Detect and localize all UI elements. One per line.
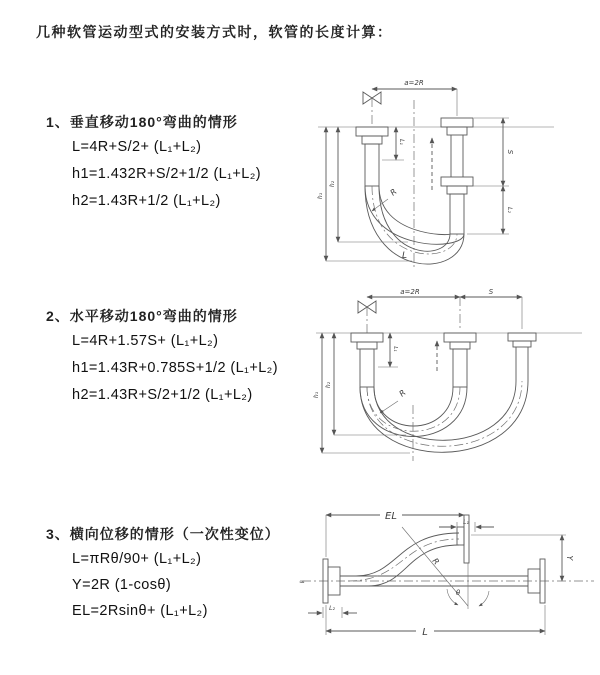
section-1-heading: 1、垂直移动180°弯曲的情形 bbox=[46, 114, 238, 130]
stroke-label: S bbox=[506, 149, 514, 155]
radius-callout bbox=[380, 388, 408, 413]
radius-label: R bbox=[397, 388, 408, 399]
dim-length bbox=[326, 605, 545, 638]
valve-icon bbox=[363, 92, 381, 127]
dim-span bbox=[372, 79, 457, 116]
page-title: 几种软管运动型式的安装方式时，软管的长度计算： bbox=[36, 24, 393, 40]
dim-stroke bbox=[469, 118, 514, 186]
formula: h2=1.43R+S/2+1/2 (L₁+L₂) bbox=[72, 387, 253, 403]
hose-centerline-pos1 bbox=[367, 387, 460, 431]
radius-label: R bbox=[388, 187, 399, 198]
formula: h2=1.43R+1/2 (L₁+L₂) bbox=[72, 193, 221, 209]
span-label: a=2R bbox=[400, 288, 420, 296]
formula: L=4R+S/2+ (L₁+L₂) bbox=[72, 139, 202, 155]
hose-u-curves bbox=[365, 186, 464, 264]
left-hose-braid bbox=[360, 349, 374, 387]
radius-label: R bbox=[430, 556, 441, 567]
right-pipe bbox=[451, 135, 463, 177]
dim-offset bbox=[471, 535, 574, 581]
right-flange-lower bbox=[441, 177, 473, 194]
dim-stroke bbox=[460, 288, 522, 329]
diagram-horizontal-180-bend bbox=[310, 283, 600, 468]
left-flange bbox=[351, 333, 383, 349]
right-flange-upper bbox=[441, 118, 473, 135]
dim-fitting-left bbox=[382, 127, 405, 160]
middle-hose-braid bbox=[453, 349, 467, 387]
formula: Y=2R (1-cosθ) bbox=[72, 577, 172, 593]
left-hose-braid bbox=[365, 144, 379, 186]
formula: L=4R+1.57S+ (L₁+L₂) bbox=[72, 333, 219, 349]
fitting-top-label: L₁ bbox=[463, 519, 469, 526]
fitting-left-label: L₂ bbox=[329, 605, 335, 612]
diagram-lateral-displacement bbox=[298, 503, 600, 653]
dim-fitting-left bbox=[308, 605, 357, 618]
section-3-heading: 3、横向位移的情形（一次性变位） bbox=[46, 526, 280, 542]
formula: h1=1.43R+0.785S+1/2 (L₁+L₂) bbox=[72, 360, 278, 376]
stroke-label: S bbox=[488, 288, 494, 296]
formula: L=πRθ/90+ (L₁+L₂) bbox=[72, 551, 202, 567]
formula: h1=1.432R+S/2+1/2 (L₁+L₂) bbox=[72, 166, 262, 182]
middle-flange bbox=[444, 333, 476, 349]
radius-callout bbox=[372, 187, 399, 211]
formula: EL=2Rsinθ+ (L₁+L₂) bbox=[72, 603, 208, 619]
dim-fitting-top bbox=[439, 519, 494, 532]
dim-span bbox=[367, 288, 460, 297]
fitting-left-label: L₁ bbox=[398, 139, 405, 145]
h1-label: h₁ bbox=[317, 192, 324, 200]
offset-label: Y bbox=[565, 555, 574, 561]
dim-fitting-left bbox=[378, 333, 398, 367]
section-2-heading: 2、水平移动180°弯曲的情形 bbox=[46, 308, 238, 324]
length-label: L bbox=[402, 251, 408, 261]
right-hose-braid bbox=[450, 194, 464, 234]
angle-label: θ bbox=[455, 589, 461, 597]
moved-flange bbox=[508, 333, 536, 381]
el-label: EL bbox=[385, 511, 397, 522]
dim-fitting-right bbox=[467, 186, 513, 234]
valve-icon bbox=[358, 301, 376, 333]
h1-label: h₁ bbox=[313, 391, 320, 399]
h2-label: h₂ bbox=[325, 381, 332, 389]
diagram-vertical-180-bend bbox=[312, 72, 590, 272]
break-mark: ≈ bbox=[299, 578, 305, 586]
h2-label: h₂ bbox=[329, 180, 336, 188]
span-label: a=2R bbox=[404, 79, 424, 87]
displaced-hose-centerline bbox=[348, 539, 459, 581]
fitting-right-label: L₂ bbox=[506, 207, 513, 213]
hose-u-curves bbox=[360, 381, 528, 452]
left-flange bbox=[356, 127, 388, 144]
fitting-left-label: L₁ bbox=[392, 346, 398, 352]
length-label: L bbox=[422, 627, 428, 638]
